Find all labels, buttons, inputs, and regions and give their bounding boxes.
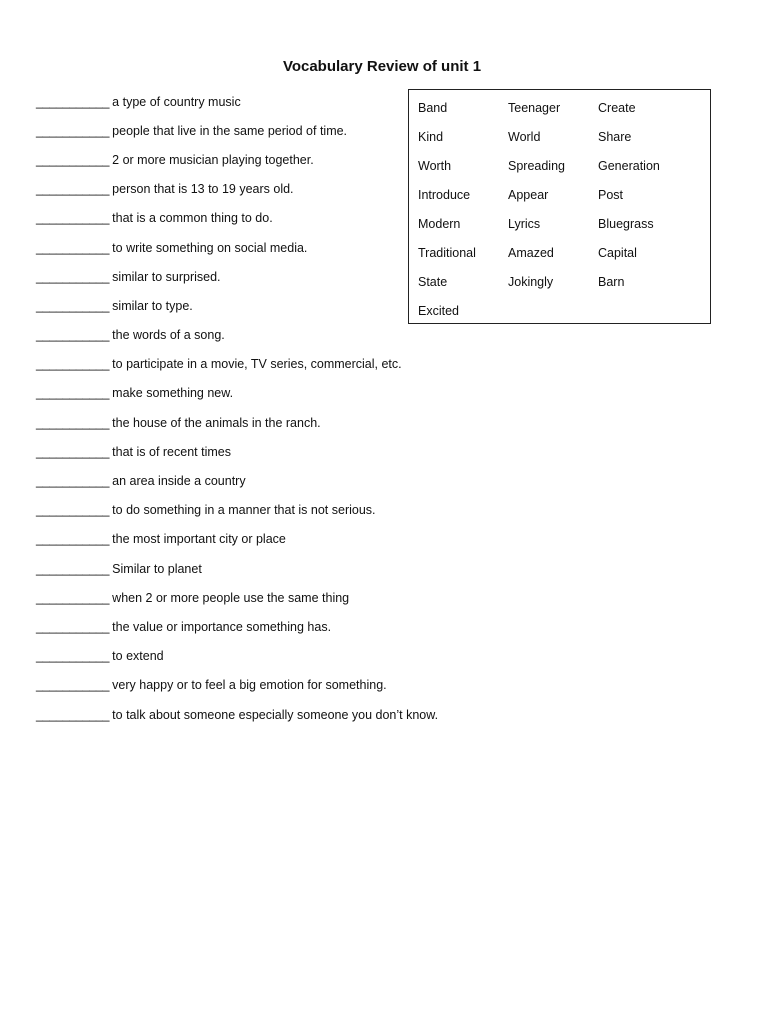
question-text: that is of recent times (112, 444, 231, 459)
word-bank-word: Post (598, 187, 624, 202)
answer-blank: ___________ (36, 503, 110, 518)
question-item (36, 642, 438, 671)
answer-blank: ___________ (36, 619, 110, 634)
answer-blank: ___________ (36, 590, 110, 605)
question-item (36, 496, 438, 525)
word-bank-grid (418, 93, 688, 326)
word-bank-word (598, 297, 688, 326)
question-text: that is a common thing to do. (112, 211, 273, 226)
word-bank-word: Worth (418, 158, 452, 173)
question-item (36, 408, 438, 437)
question-text: to write something on social media. (112, 240, 308, 255)
question-item (36, 321, 438, 350)
word-bank-word: Traditional (418, 246, 476, 261)
word-bank-word: Lyrics (508, 216, 541, 231)
answer-blank: ___________ (36, 269, 110, 284)
question-item (36, 262, 438, 291)
question-text: a type of country music (112, 94, 241, 109)
question-text: similar to surprised. (112, 269, 221, 284)
question-text: the house of the animals in the ranch. (112, 415, 321, 430)
word-bank-word: Introduce (418, 187, 471, 202)
question-text: to talk about someone especially someone you don’t know. (112, 707, 439, 722)
word-bank-word: Teenager (508, 100, 561, 115)
answer-blank: ___________ (36, 298, 110, 313)
answer-blank: ___________ (36, 561, 110, 576)
answer-blank: ___________ (36, 123, 110, 138)
question-item (36, 583, 438, 612)
word-bank-word: Appear (508, 187, 549, 202)
question-item (36, 379, 438, 408)
question-text: the value or importance something has. (112, 619, 332, 634)
word-bank-word: Amazed (508, 246, 554, 261)
answer-blank: ___________ (36, 386, 110, 401)
word-bank-box (408, 89, 711, 324)
question-text: an area inside a country (112, 474, 246, 489)
answer-blank: ___________ (36, 444, 110, 459)
page-title: Vocabulary Review of unit 1 (282, 58, 482, 75)
word-bank-word: Band (418, 100, 448, 115)
answer-blank: ___________ (36, 240, 110, 255)
word-bank-word (508, 297, 598, 326)
question-item (36, 175, 438, 204)
answer-blank: ___________ (36, 328, 110, 343)
word-bank-word: Bluegrass (598, 216, 654, 231)
answer-blank: ___________ (36, 182, 110, 197)
question-text: similar to type. (112, 298, 193, 313)
answer-blank: ___________ (36, 415, 110, 430)
question-text: people that live in the same period of time. (112, 123, 348, 138)
question-item (36, 554, 438, 583)
question-item (36, 116, 438, 145)
question-list (36, 87, 438, 729)
question-text: the most important city or place (112, 532, 286, 547)
question-item (36, 204, 438, 233)
word-bank-word: Jokingly (508, 275, 554, 290)
question-item (36, 671, 438, 700)
answer-blank: ___________ (36, 532, 110, 547)
question-item (36, 437, 438, 466)
question-item (36, 525, 438, 554)
word-bank-word: Spreading (508, 158, 565, 173)
answer-blank: ___________ (36, 649, 110, 664)
word-bank-word: World (508, 129, 541, 144)
word-bank-word: Share (598, 129, 632, 144)
word-bank-word: Generation (598, 158, 660, 173)
word-bank-word: Modern (418, 216, 461, 231)
word-bank-word: Barn (598, 275, 625, 290)
question-text: when 2 or more people use the same thing (112, 590, 350, 605)
question-item (36, 233, 438, 262)
question-text: make something new. (112, 386, 234, 401)
question-item (36, 466, 438, 495)
answer-blank: ___________ (36, 474, 110, 489)
question-text: to do something in a manner that is not serious. (112, 503, 376, 518)
question-text: to extend (112, 649, 164, 664)
question-item (36, 350, 438, 379)
question-text: to participate in a movie, TV series, commercial, etc. (112, 357, 402, 372)
answer-blank: ___________ (36, 94, 110, 109)
answer-blank: ___________ (36, 357, 110, 372)
answer-blank: ___________ (36, 707, 110, 722)
question-item (36, 700, 438, 729)
question-item (36, 87, 438, 116)
answer-blank: ___________ (36, 678, 110, 693)
question-text: Similar to planet (112, 561, 202, 576)
question-text: 2 or more musician playing together. (112, 152, 314, 167)
question-text: very happy or to feel a big emotion for something. (112, 678, 387, 693)
word-bank-word: Kind (418, 129, 444, 144)
word-bank-word: State (418, 275, 448, 290)
question-item (36, 291, 438, 320)
question-text: the words of a song. (112, 328, 225, 343)
word-bank-word: Create (598, 100, 636, 115)
answer-blank: ___________ (36, 152, 110, 167)
question-text: person that is 13 to 19 years old. (112, 182, 294, 197)
question-item (36, 612, 438, 641)
word-bank-word: Capital (598, 246, 637, 261)
question-item (36, 145, 438, 174)
word-bank-word: Excited (418, 304, 459, 319)
answer-blank: ___________ (36, 211, 110, 226)
